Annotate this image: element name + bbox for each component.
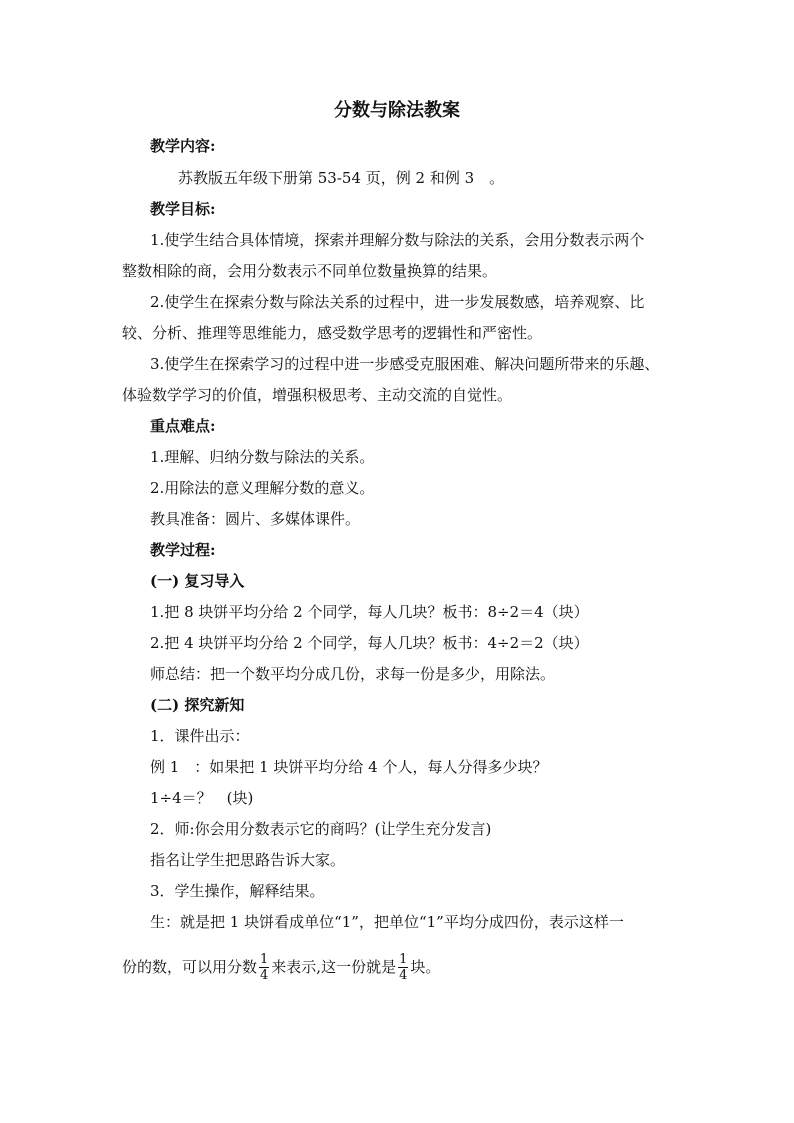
key-point-1: 1.理解、归纳分数与除法的关系。 [150, 448, 375, 466]
step-3: 3．学生操作，解释结果。 [150, 882, 325, 900]
student-answer-line-1: 生：就是把 1 块饼看成单位“1”，把单位“1”平均分成四份，表示这样一 [150, 913, 624, 931]
goal-3-line-2: 体验数学学习的价值，增强积极思考、主动交流的自觉性。 [122, 386, 513, 404]
content-text: 苏教版五年级下册第 53-54 页，例 2 和例 3 。 [178, 169, 505, 187]
step-2-note: 指名让学生把思路告诉大家。 [150, 851, 346, 869]
content-heading: 教学内容: [150, 137, 216, 155]
process-heading: 教学过程: [150, 541, 216, 559]
review-item-1: 1.把 8 块饼平均分给 2 个同学，每人几块？板书：8÷2＝4（块） [150, 603, 589, 621]
fraction-one-quarter [259, 952, 269, 983]
student-answer-line-2 [122, 950, 440, 984]
student-answer-part-3: 块。 [410, 958, 441, 976]
step-1: 1．课件出示： [150, 727, 250, 745]
page-title: 分数与除法教案 [334, 100, 460, 121]
review-item-2: 2.把 4 块饼平均分给 2 个同学，每人几块？板书：4÷2＝2（块） [150, 634, 589, 652]
example-1: 例 1 ：如果把 1 块饼平均分给 4 个人，每人分得多少块？ [150, 758, 548, 776]
fraction-numerator-2: 1 [399, 951, 408, 967]
teacher-summary: 师总结：把一个数平均分成几份，求每一份是多少，用除法。 [150, 665, 556, 683]
goal-2-line-2: 较、分析、推理等思维能力，感受数学思考的逻辑性和严密性。 [122, 324, 543, 342]
section-1-heading: (一) 复习导入 [150, 572, 245, 590]
teaching-tools: 教具准备：圆片、多媒体课件。 [150, 510, 361, 528]
key-point-2: 2.用除法的意义理解分数的意义。 [150, 479, 375, 497]
step-2: 2．师:你会用分数表示它的商吗？(让学生充分发言) [150, 820, 492, 838]
section-2-heading: (二) 探究新知 [150, 696, 245, 714]
goal-1-line-1: 1.使学生结合具体情境，探索并理解分数与除法的关系，会用分数表示两个 [150, 231, 645, 249]
fraction-one-quarter-2 [398, 952, 408, 983]
student-answer-part-2: 来表示,这一份就是 [271, 958, 397, 976]
fraction-denominator: 4 [260, 967, 269, 983]
student-answer-part-1: 份的数，可以用分数 [122, 958, 258, 976]
goals-heading: 教学目标: [150, 200, 216, 218]
goal-3-line-1: 3.使学生在探索学习的过程中进一步感受克服困难、解决问题所带来的乐趣、 [150, 355, 660, 373]
key-heading: 重点难点: [150, 417, 216, 435]
equation: 1÷4＝？ (块) [150, 789, 254, 807]
fraction-denominator-2: 4 [399, 967, 408, 983]
goal-2-line-1: 2.使学生在探索分数与除法关系的过程中，进一步发展数感，培养观察、比 [150, 293, 645, 311]
fraction-numerator: 1 [260, 951, 269, 967]
goal-1-line-2: 整数相除的商，会用分数表示不同单位数量换算的结果。 [122, 262, 498, 280]
